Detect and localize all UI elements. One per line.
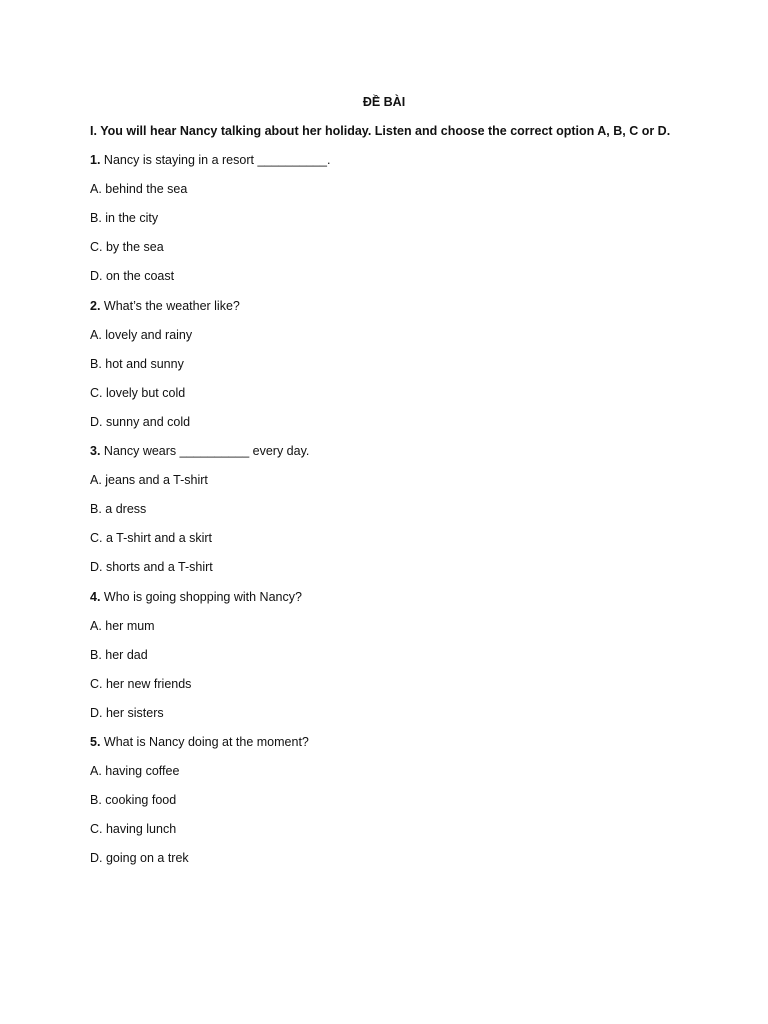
option-3c: C. a T-shirt and a skirt: [90, 531, 213, 546]
option-3b: B. a dress: [90, 502, 147, 517]
question-text: Nancy wears __________ every day.: [100, 444, 310, 459]
exercise-content: [90, 123, 730, 879]
question-text: Who is going shopping with Nancy?: [100, 589, 302, 604]
question-text: Nancy is staying in a resort __________.: [100, 153, 331, 168]
question-5: [90, 734, 730, 763]
option-1a: A. behind the sea: [90, 182, 188, 197]
question-number: 1.: [90, 153, 101, 168]
option-5c: C. having lunch: [90, 822, 177, 837]
question-text: What is Nancy doing at the moment?: [100, 734, 309, 749]
option-3d: D. shorts and a T-shirt: [90, 560, 213, 575]
question-4: [90, 589, 730, 618]
question-text: What’s the weather like?: [100, 298, 240, 313]
option-1c: C. by the sea: [90, 240, 164, 255]
option-4d: D. her sisters: [90, 705, 164, 720]
option-4a: A. her mum: [90, 618, 155, 633]
question-3: [90, 443, 730, 472]
option-2c: C. lovely but cold: [90, 385, 186, 400]
option-2d: D. sunny and cold: [90, 414, 191, 429]
question-number: 2.: [90, 298, 101, 313]
option-2a: A. lovely and rainy: [90, 327, 193, 342]
page-title: ĐỀ BÀI: [362, 95, 406, 109]
question-number: 5.: [90, 734, 101, 749]
question-number: 4.: [90, 589, 101, 604]
section-instruction: I. You will hear Nancy talking about her holiday. Listen and choose the correct option A, B, C or D.: [90, 124, 671, 138]
question-1: [90, 152, 730, 181]
option-4b: B. her dad: [90, 647, 148, 662]
option-2b: B. hot and sunny: [90, 356, 184, 371]
option-1b: B. in the city: [90, 211, 159, 226]
option-3a: A. jeans and a T-shirt: [90, 473, 208, 488]
option-5b: B. cooking food: [90, 793, 177, 808]
option-4c: C. her new friends: [90, 676, 192, 691]
option-1d: D. on the coast: [90, 269, 175, 284]
option-5a: A. having coffee: [90, 764, 180, 779]
option-5d: D. going on a trek: [90, 851, 189, 866]
question-2: [90, 298, 730, 327]
question-number: 3.: [90, 444, 101, 459]
